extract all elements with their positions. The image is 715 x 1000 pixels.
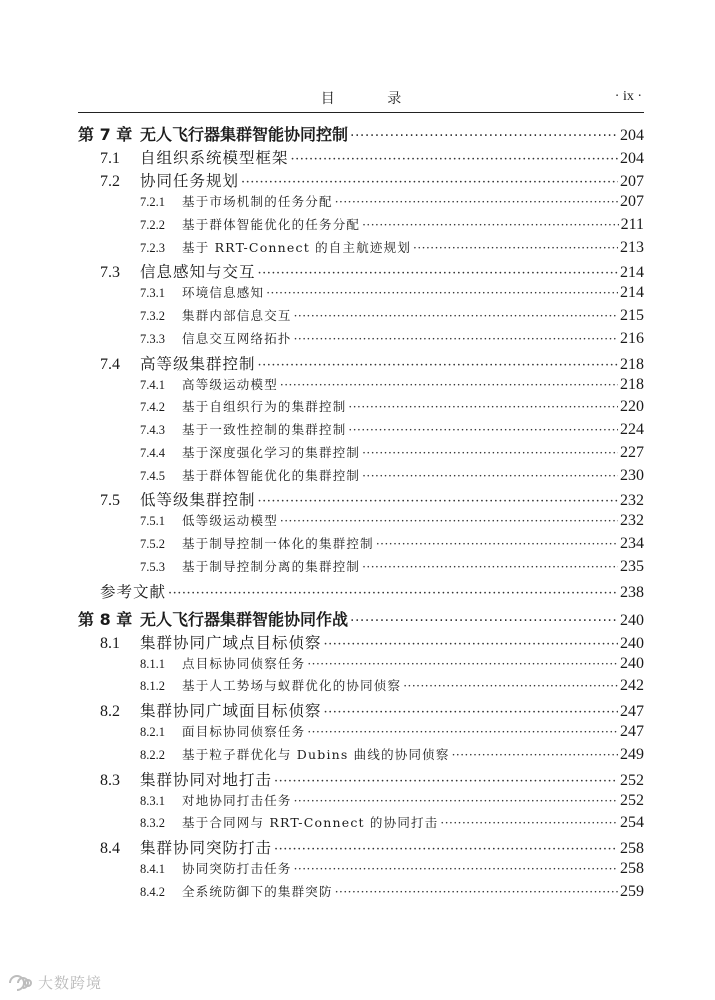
toc-entry-number: 7.4.1 xyxy=(140,377,165,392)
toc-entry-title: 无人飞行器集群智能协同控制 xyxy=(140,125,349,144)
toc-entry-title: 参考文献 xyxy=(100,582,167,601)
toc-entry-number: 7.4.2 xyxy=(140,400,165,415)
toc-entry-number: 7.4.3 xyxy=(140,423,165,437)
toc-subsection-row[interactable] xyxy=(78,375,644,398)
toc-entry-title: 低等级运动模型 xyxy=(182,513,278,529)
toc-chapter-row[interactable] xyxy=(78,607,644,631)
toc-section-row[interactable] xyxy=(78,146,644,169)
toc-entry-page: 232 xyxy=(620,492,644,510)
toc-dot-leader xyxy=(168,586,618,601)
toc-dot-leader xyxy=(362,218,618,232)
toc-dot-leader xyxy=(258,266,618,281)
toc-dot-leader xyxy=(266,286,618,300)
toc-entry-page: 232 xyxy=(620,512,644,530)
toc-entry-page: 238 xyxy=(620,583,644,601)
toc-dot-leader xyxy=(280,514,618,528)
toc-dot-leader xyxy=(294,862,618,876)
toc-entry-number: 7.4 xyxy=(100,355,120,373)
toc-entry-title: 基于市场机制的任务分配 xyxy=(182,194,333,209)
toc-entry-title: 集群内部信息交互 xyxy=(182,308,292,323)
toc-entry-page: 224 xyxy=(620,421,644,438)
watermark-text: 大数跨境 xyxy=(38,974,103,992)
toc-entry-page: 230 xyxy=(620,466,644,484)
toc-subsection-row[interactable] xyxy=(78,534,644,557)
toc-entry-title: 对地协同打击任务 xyxy=(182,792,292,808)
toc-entry-title: 协同突防打击任务 xyxy=(182,861,292,876)
toc-subsection-row[interactable] xyxy=(78,238,644,261)
page-header xyxy=(78,86,644,108)
toc-subsection-row[interactable] xyxy=(78,676,644,699)
toc-entry-title: 全系统防御下的集群突防 xyxy=(182,883,333,899)
header-page-number: · ix · xyxy=(614,89,642,104)
toc-entry-number: 7.3.3 xyxy=(140,331,165,346)
toc-entry-number: 8.2.1 xyxy=(140,725,165,739)
toc-entry-page: 218 xyxy=(620,375,644,393)
toc-entry-title: 基于 RRT-Connect 的自主航迹规划 xyxy=(182,239,412,255)
toc-section-row[interactable] xyxy=(78,352,644,375)
toc-entry-title: 基于一致性控制的集群控制 xyxy=(182,422,347,437)
table-of-contents xyxy=(78,122,644,905)
toc-entry-number: 7.2 xyxy=(100,173,120,190)
toc-entry-page: 207 xyxy=(620,173,644,190)
toc-entry-page: 218 xyxy=(620,355,644,373)
toc-entry-number: 7.2.3 xyxy=(140,240,165,255)
toc-entry-number: 8.2.2 xyxy=(140,747,165,762)
toc-dot-leader xyxy=(241,175,618,190)
toc-dot-leader xyxy=(258,494,618,509)
toc-entry-number: 7.3.1 xyxy=(140,286,165,301)
toc-dot-leader xyxy=(294,332,618,346)
watermark-logo-icon xyxy=(8,974,34,992)
toc-entry-title: 低等级集群控制 xyxy=(140,491,256,510)
toc-entry-title: 点目标协同侦察任务 xyxy=(182,655,306,671)
toc-dot-leader xyxy=(452,748,618,762)
toc-dot-leader xyxy=(324,705,618,720)
toc-dot-leader xyxy=(280,378,618,392)
toc-dot-leader xyxy=(294,309,618,323)
toc-entry-title: 高等级运动模型 xyxy=(182,376,278,392)
toc-subsection-row[interactable] xyxy=(78,192,644,215)
toc-subsection-row[interactable] xyxy=(78,397,644,420)
toc-dot-leader xyxy=(376,537,618,551)
toc-entry-page: 214 xyxy=(620,264,644,282)
toc-entry-title: 基于群体智能优化的集群控制 xyxy=(182,467,361,483)
toc-entry-title: 信息感知与交互 xyxy=(140,263,256,282)
toc-entry-number: 7.5.1 xyxy=(140,514,165,529)
toc-dot-leader xyxy=(362,469,618,483)
toc-entry-title: 环境信息感知 xyxy=(182,285,265,301)
toc-entry-title: 基于人工势场与蚁群优化的协同侦察 xyxy=(182,678,402,694)
header-title: 目 录 xyxy=(320,91,426,107)
toc-entry-number: 8.3 xyxy=(100,771,120,789)
toc-entry-page: 258 xyxy=(620,840,644,857)
toc-dot-leader xyxy=(307,657,618,671)
toc-entry-page: 213 xyxy=(620,238,644,256)
toc-entry-page: 240 xyxy=(620,634,644,652)
toc-entry-page: 249 xyxy=(620,745,644,763)
toc-section-row[interactable] xyxy=(78,631,644,654)
toc-entry-title: 高等级集群控制 xyxy=(140,354,256,373)
toc-entry-page: 240 xyxy=(620,654,644,672)
toc-dot-leader xyxy=(403,679,618,693)
toc-entry-title: 面目标协同侦察任务 xyxy=(182,724,306,739)
toc-entry-title: 基于合同网与 RRT-Connect 的协同打击 xyxy=(182,815,439,831)
toc-dot-leader xyxy=(440,816,618,830)
toc-subsection-row[interactable] xyxy=(78,557,644,580)
toc-subsection-row[interactable] xyxy=(78,306,644,329)
toc-dot-leader xyxy=(350,613,618,629)
toc-subsection-row[interactable] xyxy=(78,443,644,466)
toc-entry-number: 7.1 xyxy=(100,150,120,167)
toc-entry-page: 235 xyxy=(620,557,644,575)
toc-entry-title: 集群协同对地打击 xyxy=(140,770,273,789)
toc-entry-number: 8.3.2 xyxy=(140,816,165,831)
toc-section-row[interactable] xyxy=(78,488,644,511)
toc-entry-title: 集群协同广域面目标侦察 xyxy=(140,702,322,720)
toc-entry-page: 216 xyxy=(620,329,644,347)
toc-subsection-row[interactable] xyxy=(78,215,644,238)
toc-entry-page: 234 xyxy=(620,535,644,552)
toc-entry-number: 8.1.2 xyxy=(140,679,165,694)
toc-entry-title: 自组织系统模型框架 xyxy=(140,149,289,167)
toc-entry-title: 协同任务规划 xyxy=(140,172,240,190)
toc-entry-title: 集群协同突防打击 xyxy=(140,839,273,857)
toc-entry-number: 7.3 xyxy=(100,264,120,282)
toc-entry-page: 207 xyxy=(620,193,644,210)
toc-dot-leader xyxy=(294,794,618,808)
toc-dot-leader xyxy=(258,358,618,373)
toc-entry-page: 211 xyxy=(620,215,644,233)
toc-entry-number: 7.4.4 xyxy=(140,445,165,460)
toc-entry-title: 基于粒子群优化与 Dubins 曲线的协同侦察 xyxy=(182,746,450,762)
toc-dot-leader xyxy=(348,423,618,437)
toc-dot-leader xyxy=(291,152,618,167)
toc-subsection-row[interactable] xyxy=(78,791,644,814)
toc-dot-leader xyxy=(335,885,618,899)
toc-entry-page: 258 xyxy=(620,860,644,877)
toc-dot-leader xyxy=(335,195,618,209)
toc-entry-title: 基于深度强化学习的集群控制 xyxy=(182,444,361,460)
toc-entry-number: 7.5 xyxy=(100,492,120,510)
toc-dot-leader xyxy=(274,774,618,789)
toc-entry-page: 204 xyxy=(620,150,644,167)
toc-entry-page: 220 xyxy=(620,398,644,416)
toc-subsection-row[interactable] xyxy=(78,420,644,443)
toc-entry-title: 基于自组织行为的集群控制 xyxy=(182,399,347,415)
toc-entry-title: 基于制导控制分离的集群控制 xyxy=(182,558,361,574)
toc-subsection-row[interactable] xyxy=(78,813,644,836)
toc-dot-leader xyxy=(348,400,618,414)
toc-entry-number: 8.3.1 xyxy=(140,793,165,808)
toc-entry-page: 252 xyxy=(620,771,644,789)
toc-entry-page: 242 xyxy=(620,677,644,695)
toc-entry-page: 215 xyxy=(620,307,644,324)
toc-entry-title: 基于群体智能优化的任务分配 xyxy=(182,216,361,232)
toc-subsection-row[interactable] xyxy=(78,654,644,677)
toc-entry-page: 227 xyxy=(620,443,644,461)
toc-dot-leader xyxy=(362,446,618,460)
toc-entry-number: 8.4 xyxy=(100,840,120,857)
toc-dot-leader xyxy=(362,560,618,574)
toc-subsection-row[interactable] xyxy=(78,722,644,745)
toc-subsection-row[interactable] xyxy=(78,511,644,534)
toc-entry-number: 7.4.5 xyxy=(140,468,165,483)
toc-entry-number: 8.4.1 xyxy=(140,862,165,876)
toc-section-row[interactable] xyxy=(78,699,644,722)
toc-dot-leader xyxy=(274,842,618,857)
toc-entry-title: 基于制导控制一体化的集群控制 xyxy=(182,536,374,551)
toc-chapter-row[interactable] xyxy=(78,122,644,146)
toc-section-row[interactable] xyxy=(78,836,644,859)
toc-entry-page: 247 xyxy=(620,703,644,720)
toc-entry-number: 8.1 xyxy=(100,634,120,652)
toc-subsection-row[interactable] xyxy=(78,882,644,905)
toc-entry-number: 8.4.2 xyxy=(140,884,165,899)
toc-subsection-row[interactable] xyxy=(78,466,644,489)
toc-subsection-row[interactable] xyxy=(78,745,644,768)
toc-entry-page: 240 xyxy=(620,611,644,629)
toc-entry-number: 8.1.1 xyxy=(140,656,165,671)
toc-subsection-row[interactable] xyxy=(78,283,644,306)
toc-dot-leader xyxy=(413,241,618,255)
toc-dot-leader xyxy=(350,128,618,144)
toc-entry-page: 247 xyxy=(620,723,644,740)
toc-entry-page: 259 xyxy=(620,882,644,900)
toc-entry-number: 7.2.2 xyxy=(140,217,165,232)
toc-entry-title: 集群协同广域点目标侦察 xyxy=(140,633,322,652)
toc-entry-number: 7.5.2 xyxy=(140,537,165,551)
toc-dot-leader xyxy=(324,637,618,652)
toc-entry-number: 7.5.3 xyxy=(140,559,165,574)
toc-subsection-row[interactable] xyxy=(78,329,644,352)
toc-subsection-row[interactable] xyxy=(78,859,644,882)
toc-entry-title: 信息交互网络拓扑 xyxy=(182,330,292,346)
toc-entry-number: 第 8 章 xyxy=(78,609,133,629)
toc-ref-row[interactable] xyxy=(78,580,644,603)
toc-section-row[interactable] xyxy=(78,169,644,192)
toc-entry-number: 7.2.1 xyxy=(140,195,165,209)
toc-section-row[interactable] xyxy=(78,768,644,791)
header-divider xyxy=(78,112,644,113)
toc-entry-number: 8.2 xyxy=(100,703,120,720)
toc-entry-title: 无人飞行器集群智能协同作战 xyxy=(140,609,349,629)
toc-entry-page: 204 xyxy=(620,127,644,144)
toc-entry-page: 252 xyxy=(620,791,644,809)
toc-entry-number: 7.3.2 xyxy=(140,309,165,323)
toc-entry-page: 254 xyxy=(620,814,644,832)
toc-section-row[interactable] xyxy=(78,260,644,283)
toc-dot-leader xyxy=(307,725,618,739)
toc-entry-page: 214 xyxy=(620,284,644,302)
toc-entry-number: 第 7 章 xyxy=(78,125,133,144)
watermark xyxy=(8,972,102,993)
